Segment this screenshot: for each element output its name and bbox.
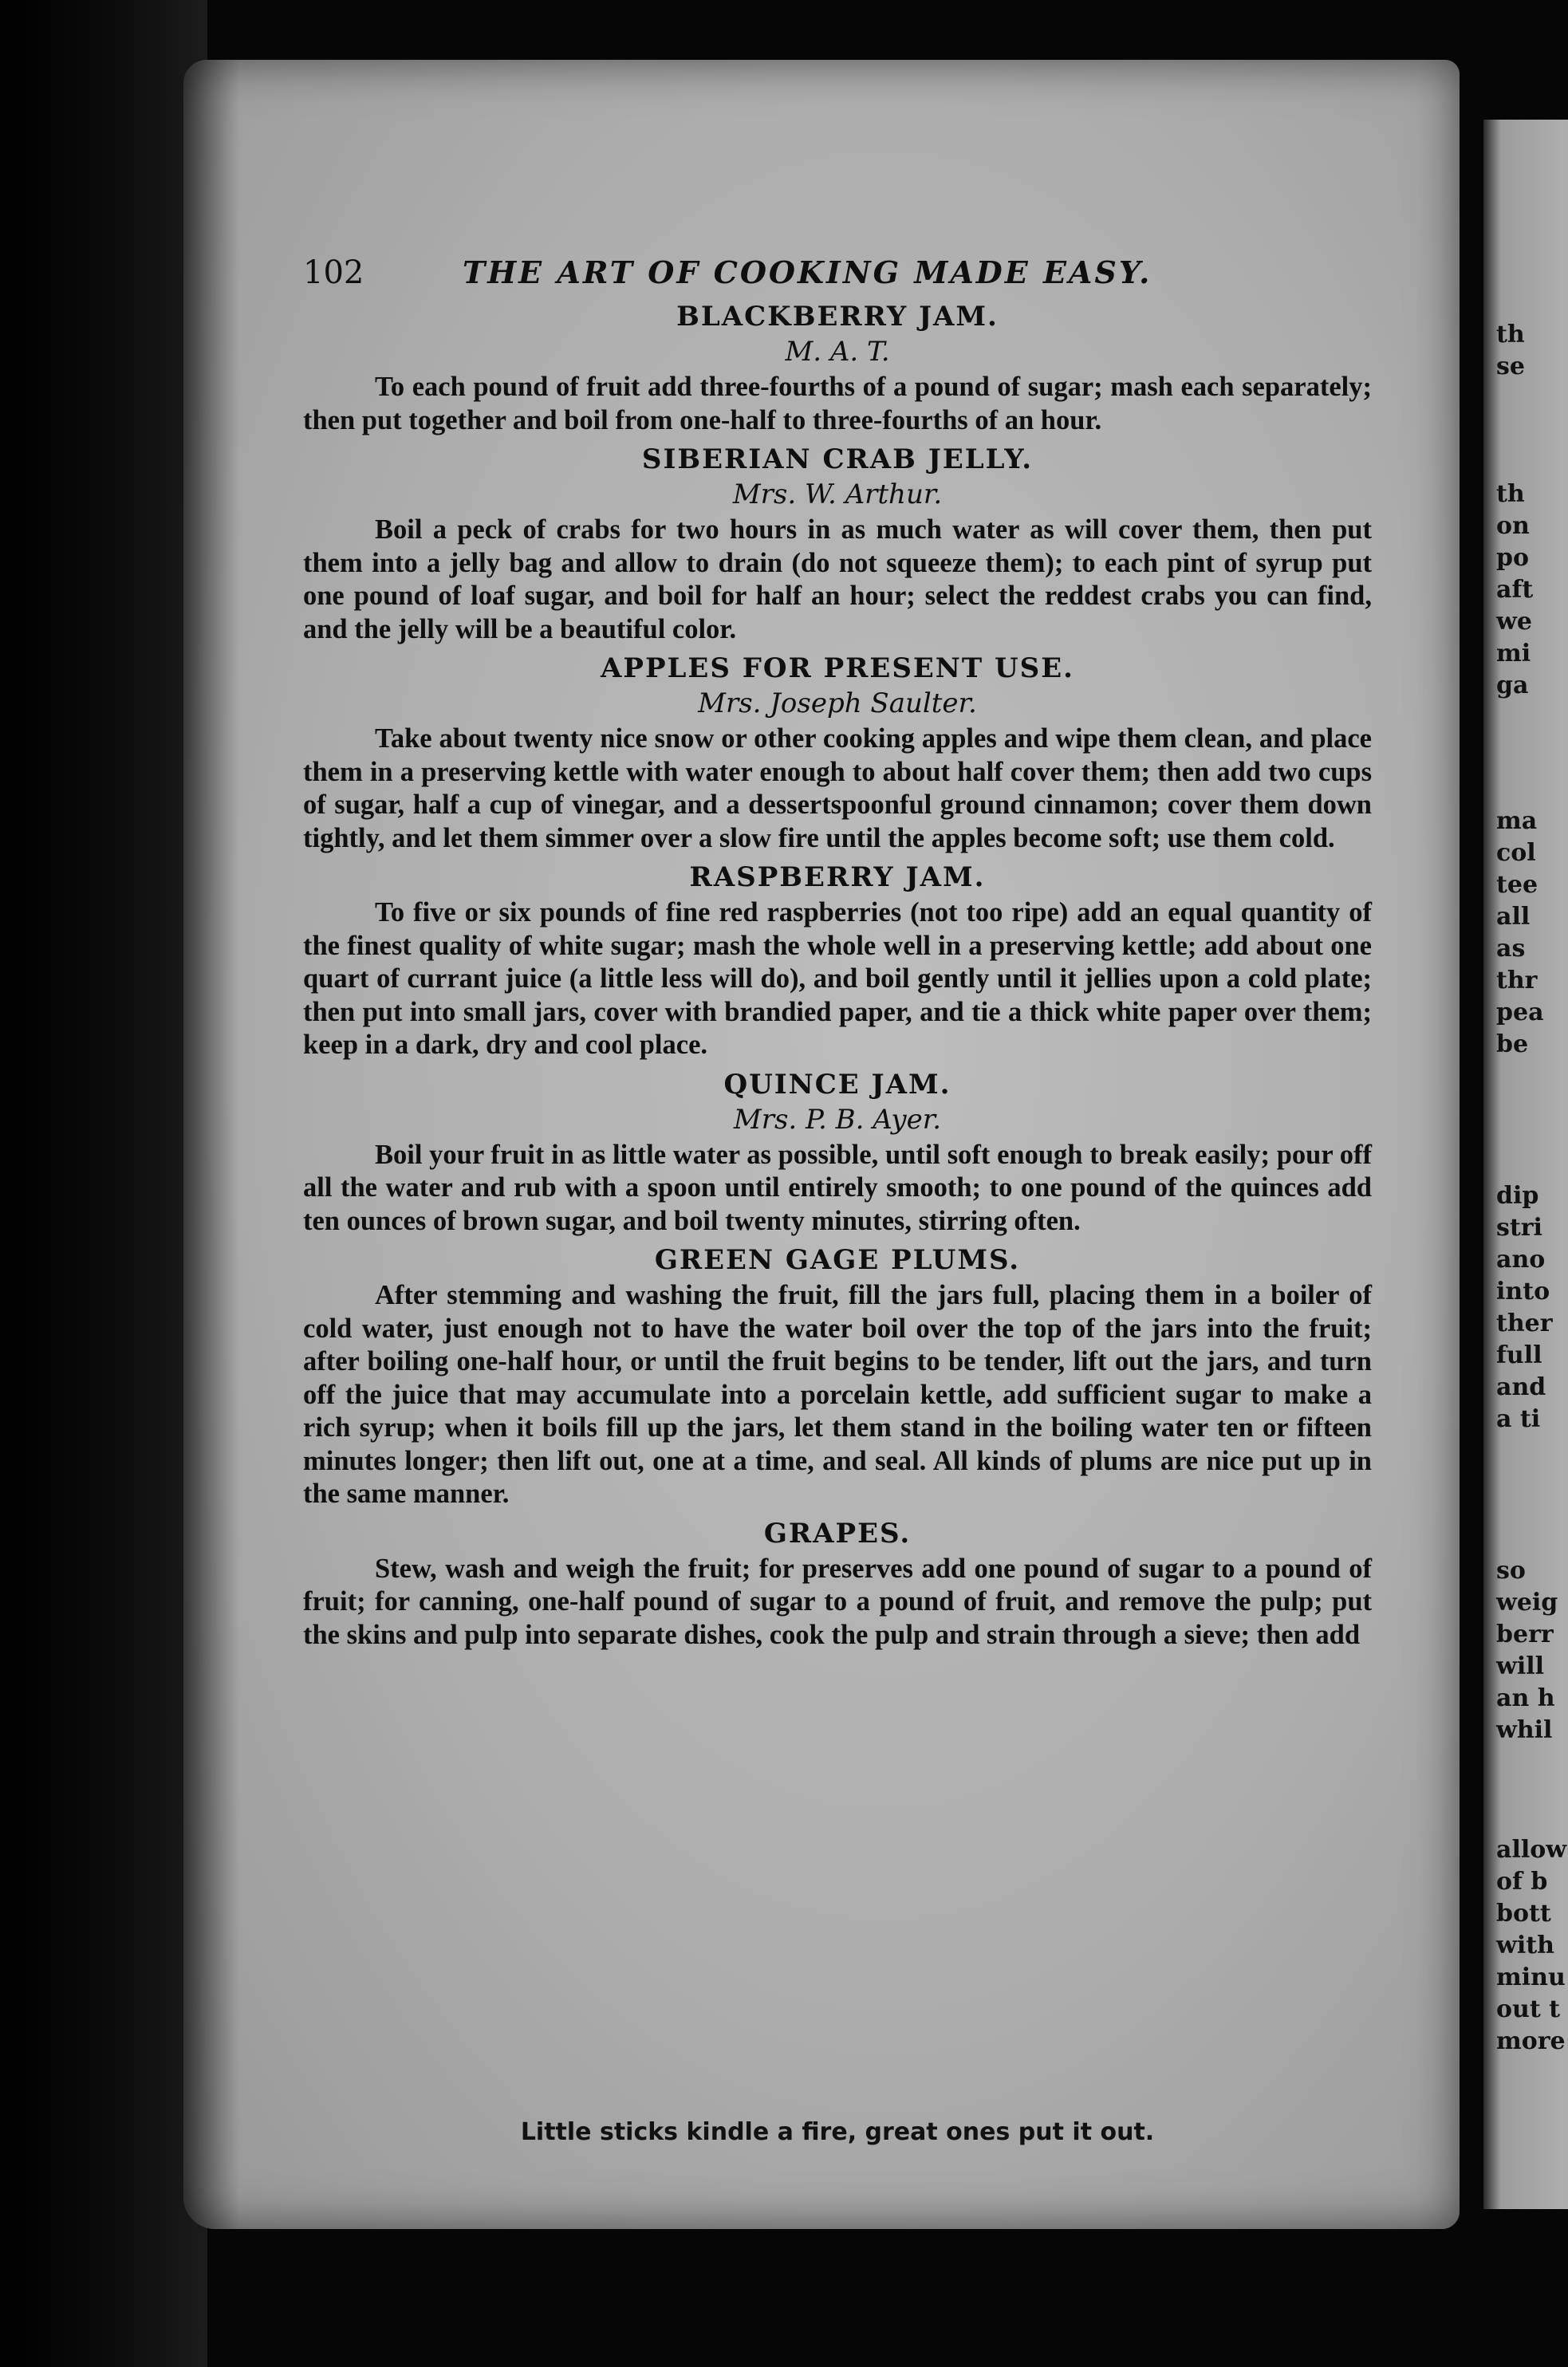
- facing-fragment: allow: [1496, 1836, 1567, 1864]
- facing-fragment: ga: [1496, 672, 1529, 699]
- running-title: THE ART OF COOKING MADE EASY.: [463, 254, 1152, 290]
- recipe-author: Mrs. P. B. Ayer.: [733, 1103, 942, 1136]
- facing-fragment: thr: [1496, 967, 1538, 994]
- page-content: [303, 251, 1372, 1652]
- facing-fragment: se: [1496, 352, 1525, 380]
- facing-fragment: minu: [1496, 1963, 1566, 1991]
- facing-fragment: th: [1496, 321, 1525, 349]
- facing-fragment: stri: [1496, 1214, 1542, 1242]
- facing-fragment: will: [1496, 1652, 1545, 1680]
- recipe-title: GREEN GAGE PLUMS.: [654, 1244, 1021, 1276]
- facing-fragment: th: [1496, 480, 1525, 508]
- recipe-green-gage-plums: [303, 1243, 1372, 1511]
- page-binding-shadow: [183, 60, 239, 2229]
- recipe-author: M. A. T.: [785, 336, 890, 368]
- recipe-title: SIBERIAN CRAB JELLY.: [641, 443, 1034, 475]
- facing-fragment: out t: [1496, 1995, 1560, 2023]
- recipe-grapes: [303, 1516, 1372, 1652]
- recipe-body: After stemming and washing the fruit, fill the jars full, placing them in a boiler of cold water, just enough not to have the water boil over the top of the jars into the fruit; after boiling one-half hour, or until the fruit begins to be tender, lift out the jars, and turn off the juice that may accumulate into a porcelain kettle, add sufficient sugar to make a rich syrup; when it boils fill up the jars, let them stand in the boiling water ten or fifteen minutes longer; then lift out, one at a time, and seal. All kinds of plums are nice put up in the same manner.: [303, 1280, 1372, 1509]
- facing-fragment: pea: [1496, 998, 1544, 1026]
- recipe-raspberry-jam: [303, 860, 1372, 1062]
- facing-fragment: into: [1496, 1278, 1550, 1306]
- recipe-apples-for-present-use: [303, 651, 1372, 855]
- recipe-body: Boil your fruit in as little water as possible, until soft enough to break easily; pour off all the water and rub with a spoon until entirely smooth; to one pound of the quinces add ten ounces of brown sugar, and boil twenty minutes, stirring often.: [303, 1139, 1372, 1236]
- footer-motto: Little sticks kindle a fire, great ones put it out.: [520, 2118, 1155, 2146]
- facing-fragment: aft: [1496, 576, 1534, 604]
- facing-fragment: we: [1496, 608, 1532, 636]
- recipe-title: RASPBERRY JAM.: [689, 861, 986, 893]
- recipe-title: QUINCE JAM.: [723, 1068, 951, 1101]
- recipe-body: Boil a peck of crabs for two hours in as much water as will cover them, then put them into a jelly bag and allow to drain (do not squeeze them); to each pint of syrup put one pound of loaf sugar, and boil for half an hour; select the reddest crabs you can find, and the jelly will be a beautiful color.: [303, 514, 1372, 644]
- facing-fragment: col: [1496, 839, 1536, 867]
- facing-fragment: tee: [1496, 871, 1538, 899]
- recipe-title: GRAPES.: [763, 1517, 912, 1550]
- facing-fragment: po: [1496, 544, 1529, 572]
- recipe-quince-jam: [303, 1067, 1372, 1239]
- facing-fragment: with: [1496, 1932, 1554, 1959]
- facing-fragment: full: [1496, 1341, 1542, 1369]
- facing-fragment: all: [1496, 903, 1531, 931]
- facing-fragment: berr: [1496, 1621, 1554, 1648]
- facing-fragment: ma: [1496, 807, 1538, 835]
- facing-fragment: mi: [1496, 640, 1531, 668]
- recipe-siberian-crab-jelly: [303, 442, 1372, 646]
- facing-fragment: ther: [1496, 1310, 1553, 1337]
- recipe-title: APPLES FOR PRESENT USE.: [601, 652, 1074, 684]
- facing-fragment: an h: [1496, 1684, 1555, 1712]
- running-header: [303, 251, 1372, 294]
- facing-fragment: ano: [1496, 1246, 1546, 1274]
- recipe-author: Mrs. W. Arthur.: [732, 479, 943, 510]
- facing-fragment: dip: [1496, 1182, 1539, 1210]
- recipe-body: Take about twenty nice snow or other cooking apples and wipe them clean, and place them in a preserving kettle with water enough to about half cover them; then add two cups of sugar, half a cup of vinegar, and a dessertspoonful ground cinnamon; cover them down tightly, and let them simmer over a slow fire until the apples become soft; use them cold.: [303, 723, 1372, 853]
- recipe-blackberry-jam: [303, 299, 1372, 437]
- recipe-body: To five or six pounds of fine red raspberries (not too ripe) add an equal quantity of the finest quality of white sugar; mash the whole well in a preserving kettle; add about one quart of currant juice (a little less will do), and boil gently until it jellies upon a cold plate; then put into small jars, cover with brandied paper, and tie a thick white paper over them; keep in a dark, dry and cool place.: [303, 897, 1372, 1060]
- facing-fragment: of b: [1496, 1868, 1548, 1896]
- facing-fragment: a ti: [1496, 1405, 1541, 1433]
- page-number: 102: [303, 254, 364, 291]
- facing-fragment: be: [1496, 1030, 1529, 1058]
- recipe-title: BLACKBERRY JAM.: [676, 301, 999, 333]
- recipe-body: Stew, wash and weigh the fruit; for preserves add one pound of sugar to a pound of fruit; for canning, one-half pound of sugar to a pound of fruit, and remove the pulp; put the skins and pulp into separate dishes, cook the pulp and strain through a sieve; then add: [303, 1553, 1372, 1650]
- facing-fragment: bott: [1496, 1900, 1551, 1928]
- facing-fragment: weig: [1496, 1589, 1558, 1617]
- facing-fragment: and: [1496, 1373, 1546, 1401]
- facing-fragment: whil: [1496, 1716, 1553, 1744]
- scan-background: [0, 0, 207, 2367]
- facing-fragment: more: [1496, 2027, 1566, 2055]
- facing-fragment: on: [1496, 512, 1530, 540]
- recipe-author: Mrs. Joseph Saulter.: [698, 687, 977, 719]
- facing-fragment: so: [1496, 1557, 1526, 1585]
- facing-page-edge: [1483, 120, 1568, 2209]
- recipe-body: To each pound of fruit add three-fourths of a pound of sugar; mash each separately; then put together and boil from one-half to three-fourths of an hour.: [303, 372, 1372, 435]
- facing-fragment: as: [1496, 935, 1526, 963]
